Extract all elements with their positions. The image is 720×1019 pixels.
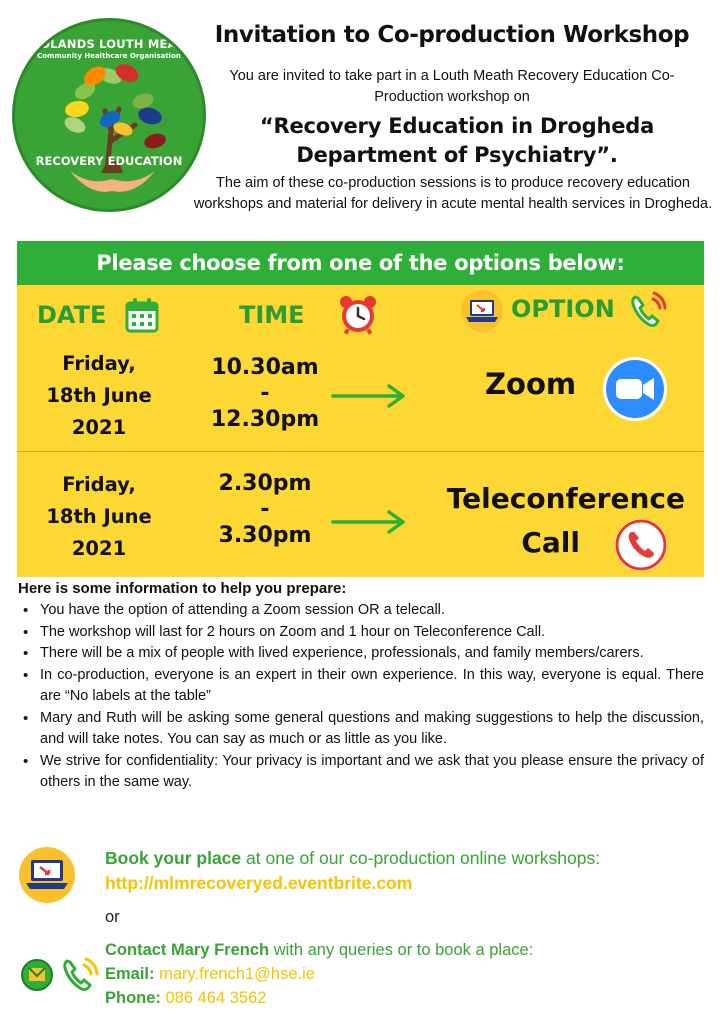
page-title: Invitation to Co-production Workshop: [214, 22, 690, 48]
row-2-option: Teleconference Call: [446, 482, 685, 559]
row-divider: [17, 451, 704, 452]
logo: [12, 18, 206, 212]
intro-text: You are invited to take part in a Louth Meath Recovery Education Co-Production workshop on: [229, 68, 675, 105]
book-place-lead: Book your place: [105, 848, 242, 868]
logo-sub-text: Community Healthcare Organisation: [37, 52, 181, 60]
alarm-clock-icon: [337, 293, 379, 339]
aim-text: The aim of these co-production sessions is to produce recovery education workshops and material for delivery in acute mental health services in Drogheda.: [193, 175, 713, 212]
row-1-date: Friday, 18th June 2021: [46, 352, 152, 439]
logo-bottom-text: RECOVERY EDUCATION: [35, 154, 183, 168]
options-panel: [17, 241, 704, 577]
date-header: DATE: [37, 301, 107, 329]
info-title: Here is some information to help you prepare:: [18, 580, 347, 597]
phone-ringing-icon: [629, 291, 667, 335]
laptop-icon: [18, 846, 76, 908]
phone-line: Phone: 086 464 3562: [105, 989, 267, 1007]
list-item: • The workshop will last for 2 hours on Zoom and 1 hour on Teleconference Call.: [20, 622, 704, 644]
book-place-rest: at one of our co-production online workshops:: [241, 848, 601, 868]
list-item: • We strive for confidentiality: Your privacy is important and we ask that you please ensure the privacy of others in the same way.: [20, 751, 704, 794]
row-2-time: 2.30pm - 3.30pm: [218, 471, 312, 548]
email-line: Email: mary.french1@hse.ie: [105, 965, 315, 983]
option-header: OPTION: [511, 295, 615, 323]
email-link[interactable]: mary.french1@hse.ie: [159, 965, 315, 983]
list-item: • In co-production, everyone is an expert in their own experience. In this way, everyone is equal. There are “No labels at the table”: [20, 665, 704, 708]
laptop-icon: [460, 289, 504, 337]
logo-top-text: MIDLANDS LOUTH MEATH: [24, 37, 194, 51]
phone-link[interactable]: 086 464 3562: [165, 989, 267, 1007]
options-banner: Please choose from one of the options below:: [17, 241, 704, 285]
eventbrite-link[interactable]: http://mlmrecoveryed.eventbrite.com: [105, 873, 413, 893]
calendar-icon: [125, 297, 159, 337]
row-2-arrow-icon: [331, 509, 407, 539]
row-1-time: 10.30am - 12.30pm: [210, 355, 320, 432]
list-item: • You have the option of attending a Zoom session OR a telecall.: [20, 600, 704, 622]
book-place-text: [105, 846, 715, 896]
contact-block: [105, 938, 715, 1010]
contact-icons: [20, 955, 100, 999]
contact-line: Contact Mary French with any queries or to book a place:: [105, 941, 534, 959]
row-1-arrow-icon: [331, 383, 407, 413]
phone-ringing-icon: [65, 959, 97, 990]
row-1-option: Zoom: [485, 367, 577, 401]
time-header: TIME: [239, 301, 305, 329]
list-item: • There will be a mix of people with lived experience, professionals, and family members/carers.: [20, 643, 704, 665]
phone-call-icon: [613, 517, 669, 577]
info-list: [20, 600, 704, 794]
workshop-name: “Recovery Education in Drogheda Department of Psychiatry”.: [259, 114, 655, 167]
email-icon: [22, 960, 52, 990]
list-item: • Mary and Ruth will be asking some general questions and making suggestions to help the discussion, and will take notes. You can say as much or as little as you like.: [20, 708, 704, 751]
or-text: or: [105, 908, 120, 926]
zoom-camera-icon: [601, 355, 669, 427]
row-2-date: Friday, 18th June 2021: [46, 473, 152, 560]
